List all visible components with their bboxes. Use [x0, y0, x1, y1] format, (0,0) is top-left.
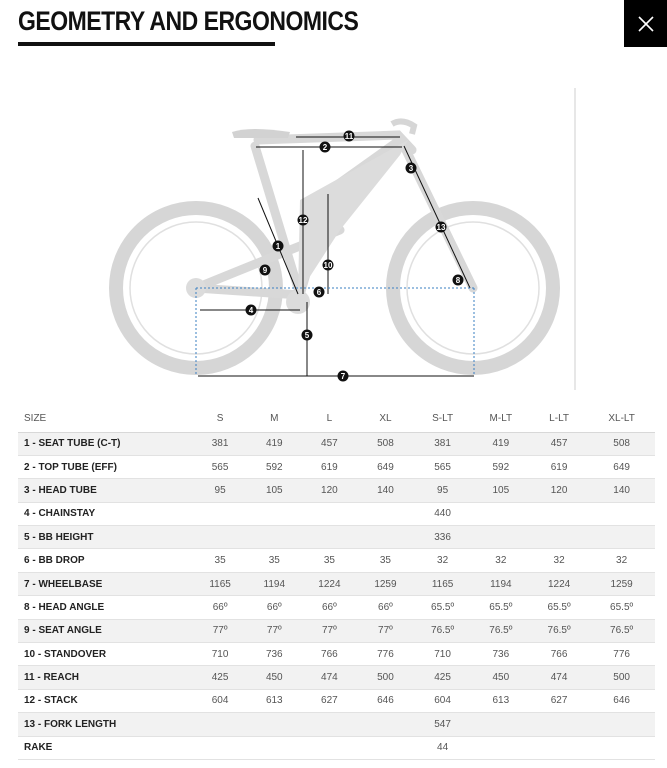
table-cell: 140 [588, 479, 655, 502]
table-cell: 66º [357, 596, 413, 619]
table-cell: 1165 [413, 572, 471, 595]
table-row [18, 666, 655, 689]
table-cell: 77º [193, 619, 247, 642]
table-cell: 32 [588, 549, 655, 572]
table-cell: 76.5º [530, 619, 588, 642]
table-cell: 592 [472, 455, 530, 478]
size-header: SIZE [18, 405, 193, 432]
table-cell: 419 [472, 432, 530, 455]
table-cell [530, 713, 588, 736]
table-cell: 736 [247, 643, 301, 666]
table-row [18, 455, 655, 478]
table-cell: 508 [588, 432, 655, 455]
table-cell: 66º [193, 596, 247, 619]
table-cell: 457 [301, 432, 357, 455]
table-cell: 613 [247, 689, 301, 712]
table-cell [472, 713, 530, 736]
table-cell [530, 736, 588, 759]
geometry-diagram [0, 80, 667, 400]
svg-text:6: 6 [316, 288, 322, 297]
table-cell: 627 [301, 689, 357, 712]
table-cell: 66º [247, 596, 301, 619]
table-row [18, 736, 655, 759]
table-cell [193, 526, 247, 549]
table-cell: 1224 [301, 572, 357, 595]
table-cell [588, 502, 655, 525]
svg-text:2: 2 [322, 143, 328, 152]
marker-4 [246, 305, 257, 316]
table-cell [193, 502, 247, 525]
svg-text:13: 13 [436, 223, 446, 232]
marker-5 [302, 330, 313, 341]
marker-7 [338, 371, 349, 382]
row-label: 8 - HEAD ANGLE [18, 596, 193, 619]
table-cell: 649 [588, 455, 655, 478]
marker-2 [320, 142, 331, 153]
table-cell: 646 [357, 689, 413, 712]
svg-text:10: 10 [323, 261, 333, 270]
size-column-header: L [301, 405, 357, 432]
size-column-header: XL-LT [588, 405, 655, 432]
row-label: 3 - HEAD TUBE [18, 479, 193, 502]
table-cell [530, 502, 588, 525]
table-cell: 76.5º [588, 619, 655, 642]
table-cell: 77º [357, 619, 413, 642]
marker-13 [436, 222, 447, 233]
table-cell: 32 [413, 549, 471, 572]
size-column-header: M [247, 405, 301, 432]
marker-12 [298, 215, 309, 226]
table-cell [301, 526, 357, 549]
close-icon [638, 16, 654, 32]
table-row [18, 689, 655, 712]
row-label: 7 - WHEELBASE [18, 572, 193, 595]
table-cell [247, 713, 301, 736]
marker-8 [453, 275, 464, 286]
table-cell [247, 736, 301, 759]
table-cell: 140 [357, 479, 413, 502]
table-cell [588, 713, 655, 736]
table-cell: 35 [247, 549, 301, 572]
title-underline [18, 42, 275, 46]
page-title: GEOMETRY AND ERGONOMICS [18, 6, 359, 36]
table-cell [530, 526, 588, 549]
table-cell: 381 [193, 432, 247, 455]
svg-text:5: 5 [304, 331, 310, 340]
table-cell: 105 [247, 479, 301, 502]
table-cell: 440 [413, 502, 471, 525]
table-cell: 44 [413, 736, 471, 759]
size-column-header: S [193, 405, 247, 432]
size-column-header: L-LT [530, 405, 588, 432]
table-cell: 336 [413, 526, 471, 549]
table-row [18, 713, 655, 736]
table-cell [357, 736, 413, 759]
svg-text:3: 3 [408, 164, 414, 173]
size-column-header: M-LT [472, 405, 530, 432]
table-cell: 65.5º [530, 596, 588, 619]
table-cell: 32 [472, 549, 530, 572]
table-cell: 1259 [588, 572, 655, 595]
table-cell: 474 [301, 666, 357, 689]
size-column-header: XL [357, 405, 413, 432]
table-cell: 120 [530, 479, 588, 502]
table-header-row [18, 405, 655, 432]
table-cell: 1224 [530, 572, 588, 595]
svg-text:11: 11 [344, 132, 354, 141]
marker-3 [406, 163, 417, 174]
table-cell: 66º [301, 596, 357, 619]
size-column-header: S-LT [413, 405, 471, 432]
table-cell: 500 [588, 666, 655, 689]
table-cell: 619 [301, 455, 357, 478]
row-label: 13 - FORK LENGTH [18, 713, 193, 736]
table-cell: 766 [301, 643, 357, 666]
table-cell: 76.5º [472, 619, 530, 642]
row-label: 10 - STANDOVER [18, 643, 193, 666]
table-cell: 710 [193, 643, 247, 666]
table-cell [588, 736, 655, 759]
row-label: 12 - STACK [18, 689, 193, 712]
table-cell [247, 526, 301, 549]
table-cell [301, 736, 357, 759]
table-cell: 646 [588, 689, 655, 712]
table-cell: 65.5º [472, 596, 530, 619]
table-cell: 77º [247, 619, 301, 642]
table-cell: 776 [588, 643, 655, 666]
table-row [18, 479, 655, 502]
table-cell: 419 [247, 432, 301, 455]
table-cell [472, 526, 530, 549]
table-cell: 710 [413, 643, 471, 666]
table-cell: 547 [413, 713, 471, 736]
table-cell: 565 [193, 455, 247, 478]
table-cell: 776 [357, 643, 413, 666]
table-cell: 649 [357, 455, 413, 478]
table-cell: 35 [301, 549, 357, 572]
table-cell: 76.5º [413, 619, 471, 642]
saddle [232, 129, 290, 138]
table-cell: 1194 [247, 572, 301, 595]
table-cell: 32 [530, 549, 588, 572]
table-cell: 619 [530, 455, 588, 478]
marker-10 [323, 260, 334, 271]
svg-text:7: 7 [340, 372, 346, 381]
table-cell: 508 [357, 432, 413, 455]
row-label: 1 - SEAT TUBE (C-T) [18, 432, 193, 455]
marker-11 [344, 131, 355, 142]
table-cell: 120 [301, 479, 357, 502]
table-row [18, 502, 655, 525]
table-cell: 425 [193, 666, 247, 689]
table-cell: 1165 [193, 572, 247, 595]
table-cell [357, 526, 413, 549]
table-cell: 565 [413, 455, 471, 478]
table-cell [357, 502, 413, 525]
table-cell: 450 [472, 666, 530, 689]
table-cell: 35 [193, 549, 247, 572]
table-cell [193, 736, 247, 759]
close-button[interactable] [624, 0, 667, 47]
table-cell [588, 526, 655, 549]
geometry-table [18, 405, 655, 760]
table-cell: 425 [413, 666, 471, 689]
table-cell: 450 [247, 666, 301, 689]
svg-text:1: 1 [275, 242, 281, 251]
table-cell: 65.5º [413, 596, 471, 619]
table-cell [247, 502, 301, 525]
table-cell [472, 502, 530, 525]
svg-text:12: 12 [298, 216, 308, 225]
table-row [18, 549, 655, 572]
table-row [18, 526, 655, 549]
table-cell [357, 713, 413, 736]
table-body [18, 432, 655, 759]
table-cell: 95 [413, 479, 471, 502]
table-cell: 627 [530, 689, 588, 712]
table-cell: 500 [357, 666, 413, 689]
svg-text:4: 4 [248, 306, 254, 315]
bike-illustration [116, 121, 553, 368]
table-cell: 35 [357, 549, 413, 572]
row-label: 5 - BB HEIGHT [18, 526, 193, 549]
row-label: 11 - REACH [18, 666, 193, 689]
table-row [18, 643, 655, 666]
row-label: 9 - SEAT ANGLE [18, 619, 193, 642]
table-cell: 105 [472, 479, 530, 502]
table-cell: 381 [413, 432, 471, 455]
table-cell: 592 [247, 455, 301, 478]
svg-text:8: 8 [455, 276, 461, 285]
table-cell: 1194 [472, 572, 530, 595]
row-label: RAKE [18, 736, 193, 759]
table-cell [472, 736, 530, 759]
table-cell: 736 [472, 643, 530, 666]
row-label: 6 - BB DROP [18, 549, 193, 572]
table-cell: 457 [530, 432, 588, 455]
table-cell: 474 [530, 666, 588, 689]
table-row [18, 619, 655, 642]
table-cell: 766 [530, 643, 588, 666]
table-row [18, 432, 655, 455]
table-row [18, 572, 655, 595]
table-row [18, 596, 655, 619]
table-cell: 95 [193, 479, 247, 502]
table-cell [301, 713, 357, 736]
row-label: 2 - TOP TUBE (EFF) [18, 455, 193, 478]
table-cell: 77º [301, 619, 357, 642]
table-cell [301, 502, 357, 525]
table-cell: 604 [193, 689, 247, 712]
marker-1 [273, 241, 284, 252]
table-cell: 65.5º [588, 596, 655, 619]
table-cell: 1259 [357, 572, 413, 595]
row-label: 4 - CHAINSTAY [18, 502, 193, 525]
svg-text:9: 9 [262, 266, 268, 275]
table-cell: 604 [413, 689, 471, 712]
table-cell [193, 713, 247, 736]
marker-9 [260, 265, 271, 276]
marker-6 [314, 287, 325, 298]
table-cell: 613 [472, 689, 530, 712]
